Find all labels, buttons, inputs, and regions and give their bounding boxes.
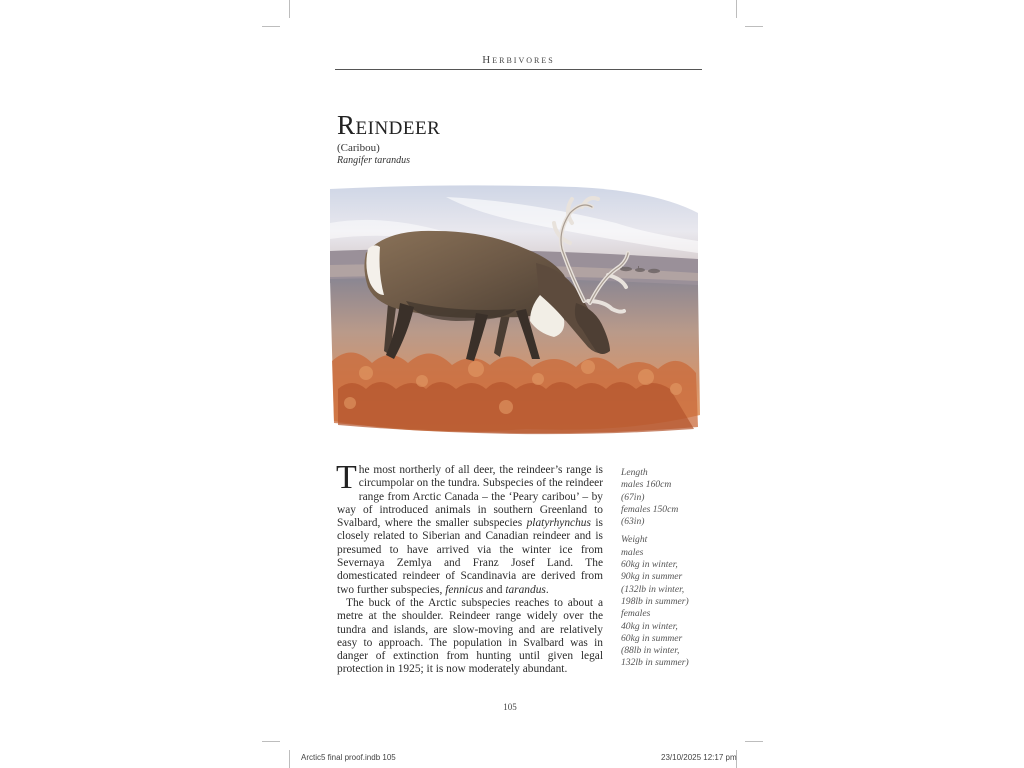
crop-mark-bottom-left [289, 750, 290, 768]
paragraph-1-text-d: . [545, 583, 549, 596]
sidebar-stats [621, 467, 711, 670]
crop-mark-right-top [745, 26, 763, 27]
latin-name: Rangifer tarandus [337, 155, 411, 166]
weight-males-imperial-winter: (132lb in winter, [621, 583, 685, 595]
weight-females-imperial-winter: (88lb in winter, [621, 645, 680, 657]
weight-females-imperial-summer: 132lb in summer) [621, 657, 689, 669]
subspecies-fennicus: fennicus [445, 583, 484, 596]
page-title: Reindeer [337, 110, 441, 140]
crop-mark-left-top [262, 26, 280, 27]
paragraph-1 [336, 459, 603, 597]
drop-cap: T [336, 459, 357, 496]
length-males-imperial: (67in) [621, 491, 645, 503]
print-slug-date: 23/10/2025 12:17 pm [661, 753, 737, 762]
common-name-subtitle: (Caribou) [337, 142, 380, 154]
weight-females-winter: 40kg in winter, [621, 620, 678, 632]
crop-mark-top-right [736, 0, 737, 18]
paragraph-2: The buck of the Arctic subspecies reaches to about a metre at the shoulder. Reindeer range widely over the tundra and islands, are slow-moving and are relatively easy to approach. The population in Svalbard was in danger of extinction from hunting until given legal protection in 1925; it is now moderately abundant. [337, 596, 603, 676]
print-slug-file: Arctic5 final proof.indb 105 [301, 753, 396, 762]
length-males: males 160cm [621, 479, 672, 491]
crop-mark-top-left [289, 0, 290, 18]
subspecies-platyrhynchus: platyrhynchus [526, 517, 591, 530]
length-label: Length [621, 467, 648, 478]
running-head-rule [335, 69, 702, 70]
length-females-imperial: (63in) [621, 516, 645, 528]
weight-females-summer: 60kg in summer [621, 632, 683, 644]
weight-label: Weight [621, 534, 648, 546]
paragraph-1-text-b: is closely related to Siberian and Canadian reindeer and is presumed to have arrived via the winter ice from Severnaya Zemlya and Franz Josef Land. The domesticated reindeer of Scandinavia are derived from two further subspecies, [337, 517, 603, 596]
page-number: 105 [503, 702, 517, 712]
length-females: females 150cm [621, 503, 679, 515]
weight-males-label: males [621, 546, 644, 558]
crop-mark-left-bottom [262, 741, 280, 742]
main-body-text [336, 459, 603, 677]
weight-females-label: females [621, 608, 651, 620]
reindeer-watercolor-illustration [326, 183, 704, 445]
weight-males-summer: 90kg in summer [621, 571, 683, 583]
weight-males-winter: 60kg in winter, [621, 559, 678, 571]
paragraph-1-text-c: and [483, 583, 506, 596]
crop-mark-right-bottom [745, 741, 763, 742]
paragraph-1-text-a: he most northerly of all deer, the reindeer’s range is circumpolar on the tundra. Subspecies of the reindeer range from Arctic Canada – the ‘Peary caribou’ – by way of introduced animals in southern Greenland to Svalbard, where the smaller subspecies [337, 464, 603, 530]
running-head: Herbivores [482, 54, 555, 66]
subspecies-tarandus: tarandus [505, 583, 546, 596]
weight-males-imperial-summer: 198lb in summer) [621, 595, 689, 607]
